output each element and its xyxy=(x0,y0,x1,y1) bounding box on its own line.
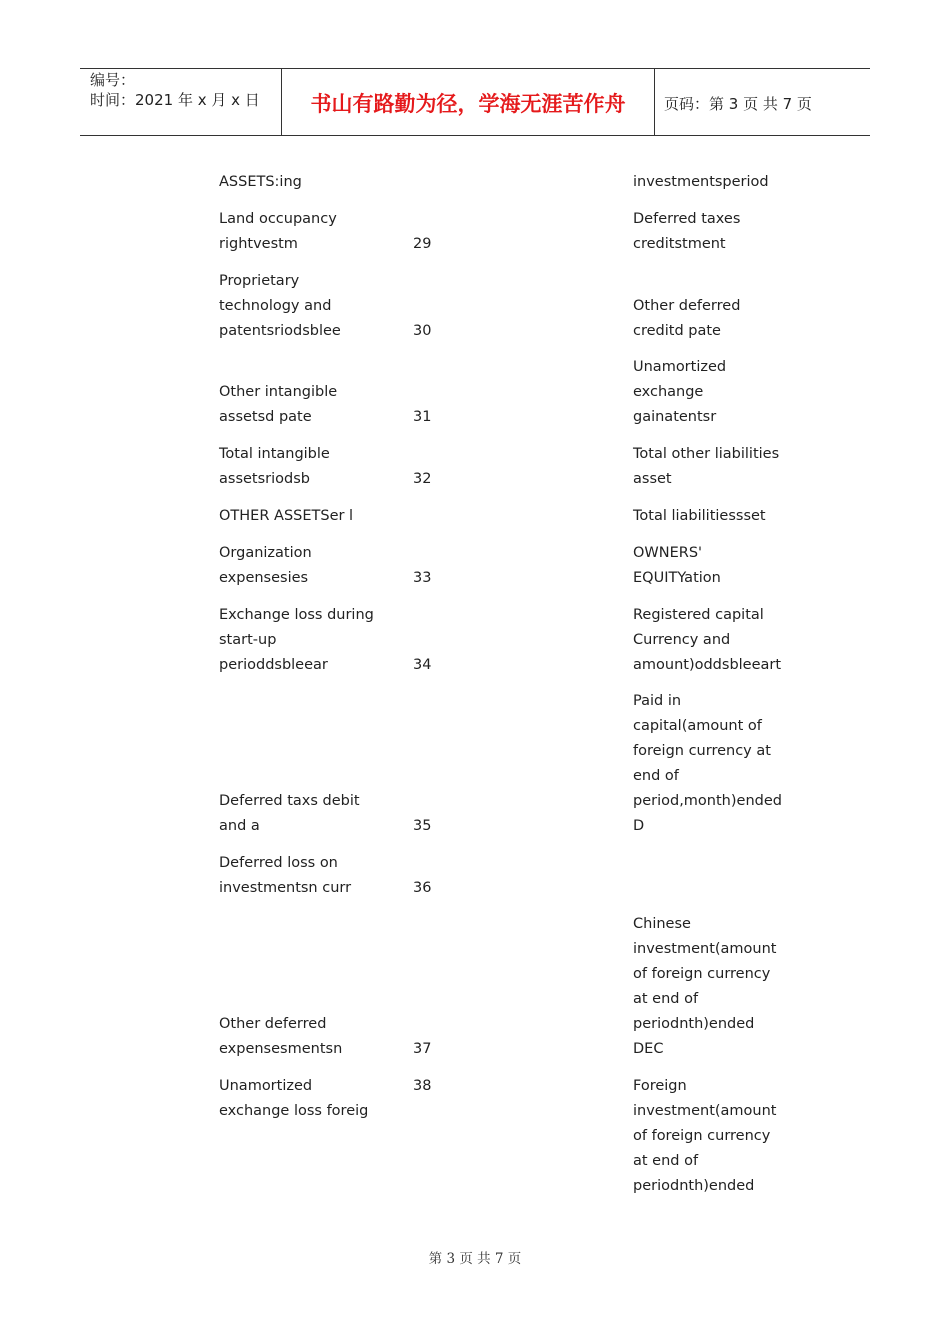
row-label: amount)oddsbleeart xyxy=(633,657,782,673)
header-divider-right xyxy=(654,68,655,136)
row-label: Unamortized xyxy=(219,1078,313,1094)
left-row-other-assets xyxy=(219,504,353,529)
right-row-other-deferred-credit xyxy=(633,294,740,344)
row-label: Unamortized xyxy=(633,359,727,375)
row-label: D xyxy=(633,818,645,834)
line-number: 37 xyxy=(413,1041,432,1057)
row-label: period,month)ended xyxy=(633,793,782,809)
header-motto: 书山有路勤为径，学海无涯苦作舟 xyxy=(310,91,626,116)
right-row-owners-equity xyxy=(633,541,721,591)
row-label: Currency and xyxy=(633,632,731,648)
line-number: 29 xyxy=(413,236,432,252)
left-row-organization xyxy=(219,541,312,591)
time-label: 时间：2021 年 x 月 x 日 xyxy=(90,91,260,109)
row-label: investment(amount xyxy=(633,941,777,957)
row-label: exchange xyxy=(633,384,704,400)
right-row-chinese-investment xyxy=(633,912,777,1062)
row-label: Land occupancy xyxy=(219,211,337,227)
row-label: end of xyxy=(633,768,679,784)
row-label: OWNERS' xyxy=(633,545,703,561)
right-row-unamortized-gain xyxy=(633,355,726,430)
row-label: patentsriodsblee xyxy=(219,323,341,339)
right-row-deferred-tax-credit xyxy=(633,207,740,257)
row-label: foreign currency at xyxy=(633,743,771,759)
row-label: investment(amount xyxy=(633,1103,777,1119)
row-label: periodnth)ended xyxy=(633,1016,755,1032)
left-row-unamortized-loss xyxy=(219,1074,368,1124)
row-label: Organization xyxy=(219,545,312,561)
number-label: 编号： xyxy=(90,71,136,89)
row-label: perioddsbleear xyxy=(219,657,328,673)
row-label: Total intangible xyxy=(219,446,330,462)
line-number: 31 xyxy=(413,409,432,425)
header-bottom-rule xyxy=(80,135,870,136)
row-label: Registered capital xyxy=(633,607,764,623)
row-label: assetsd pate xyxy=(219,409,312,425)
page-footer: 第 3 页 共 7 页 xyxy=(428,1251,522,1267)
row-label: investmentsperiod xyxy=(633,174,769,190)
row-label: investmentsn curr xyxy=(219,880,352,896)
row-label: asset xyxy=(633,471,672,487)
line-number: 36 xyxy=(413,880,432,896)
row-label: at end of xyxy=(633,991,699,1007)
left-row-other-deferred-expenses xyxy=(219,1012,342,1062)
row-label: Other intangible xyxy=(219,384,338,400)
row-label: ASSETS:ing xyxy=(219,174,302,190)
header-top-rule xyxy=(80,68,870,69)
line-number: 30 xyxy=(413,323,432,339)
left-row-deferred-tax-debit xyxy=(219,789,360,839)
row-label: Total other liabilities xyxy=(633,446,780,462)
row-label: assetsriodsb xyxy=(219,471,310,487)
row-label: Other deferred xyxy=(219,1016,327,1032)
row-label: start-up xyxy=(219,632,277,648)
header-page-info: 页码：第 3 页 共 7 页 xyxy=(664,95,812,113)
row-label: Exchange loss during xyxy=(219,607,374,623)
row-label: Total liabilitiessset xyxy=(633,508,766,524)
row-label: Paid in xyxy=(633,693,682,709)
line-number: 34 xyxy=(413,657,432,673)
line-number: 38 xyxy=(413,1078,432,1094)
row-label: DEC xyxy=(633,1041,664,1057)
right-row-foreign-investment xyxy=(633,1074,777,1199)
line-number: 33 xyxy=(413,570,432,586)
row-label: Deferred loss on xyxy=(219,855,338,871)
left-row-assets-ing xyxy=(219,170,302,195)
line-number: 35 xyxy=(413,818,432,834)
row-label: periodnth)ended xyxy=(633,1178,755,1194)
row-label: creditstment xyxy=(633,236,726,252)
row-label: creditd pate xyxy=(633,323,721,339)
row-label: Deferred taxes xyxy=(633,211,741,227)
right-row-investments-period xyxy=(633,170,769,195)
row-label: Deferred taxs debit xyxy=(219,793,360,809)
left-row-deferred-loss xyxy=(219,851,351,901)
row-label: of foreign currency xyxy=(633,1128,771,1144)
left-row-exchange-loss xyxy=(219,603,374,678)
left-row-land-occupancy xyxy=(219,207,337,257)
row-label: expensesies xyxy=(219,570,309,586)
left-row-proprietary xyxy=(219,269,341,344)
row-label: Other deferred xyxy=(633,298,741,314)
row-label: at end of xyxy=(633,1153,699,1169)
right-row-registered-capital xyxy=(633,603,781,678)
row-label: EQUITYation xyxy=(633,570,721,586)
left-row-other-intangible xyxy=(219,380,337,430)
row-label: technology and xyxy=(219,298,332,314)
header-meta xyxy=(90,70,260,110)
row-label: exchange loss foreig xyxy=(219,1103,369,1119)
row-label: Proprietary xyxy=(219,273,300,289)
row-label: capital(amount of xyxy=(633,718,762,734)
row-label: expensesmentsn xyxy=(219,1041,343,1057)
right-row-total-liabilities xyxy=(633,504,766,529)
row-label: and a xyxy=(219,818,260,834)
row-label: of foreign currency xyxy=(633,966,771,982)
row-label: Foreign xyxy=(633,1078,687,1094)
row-label: OTHER ASSETSer l xyxy=(219,508,354,524)
right-row-total-other-liabilities xyxy=(633,442,779,492)
left-row-total-intangible xyxy=(219,442,330,492)
row-label: rightvestm xyxy=(219,236,298,252)
row-label: Chinese xyxy=(633,916,691,932)
line-number: 32 xyxy=(413,471,432,487)
row-label: gainatentsr xyxy=(633,409,717,425)
right-row-paid-in-capital xyxy=(633,689,782,839)
